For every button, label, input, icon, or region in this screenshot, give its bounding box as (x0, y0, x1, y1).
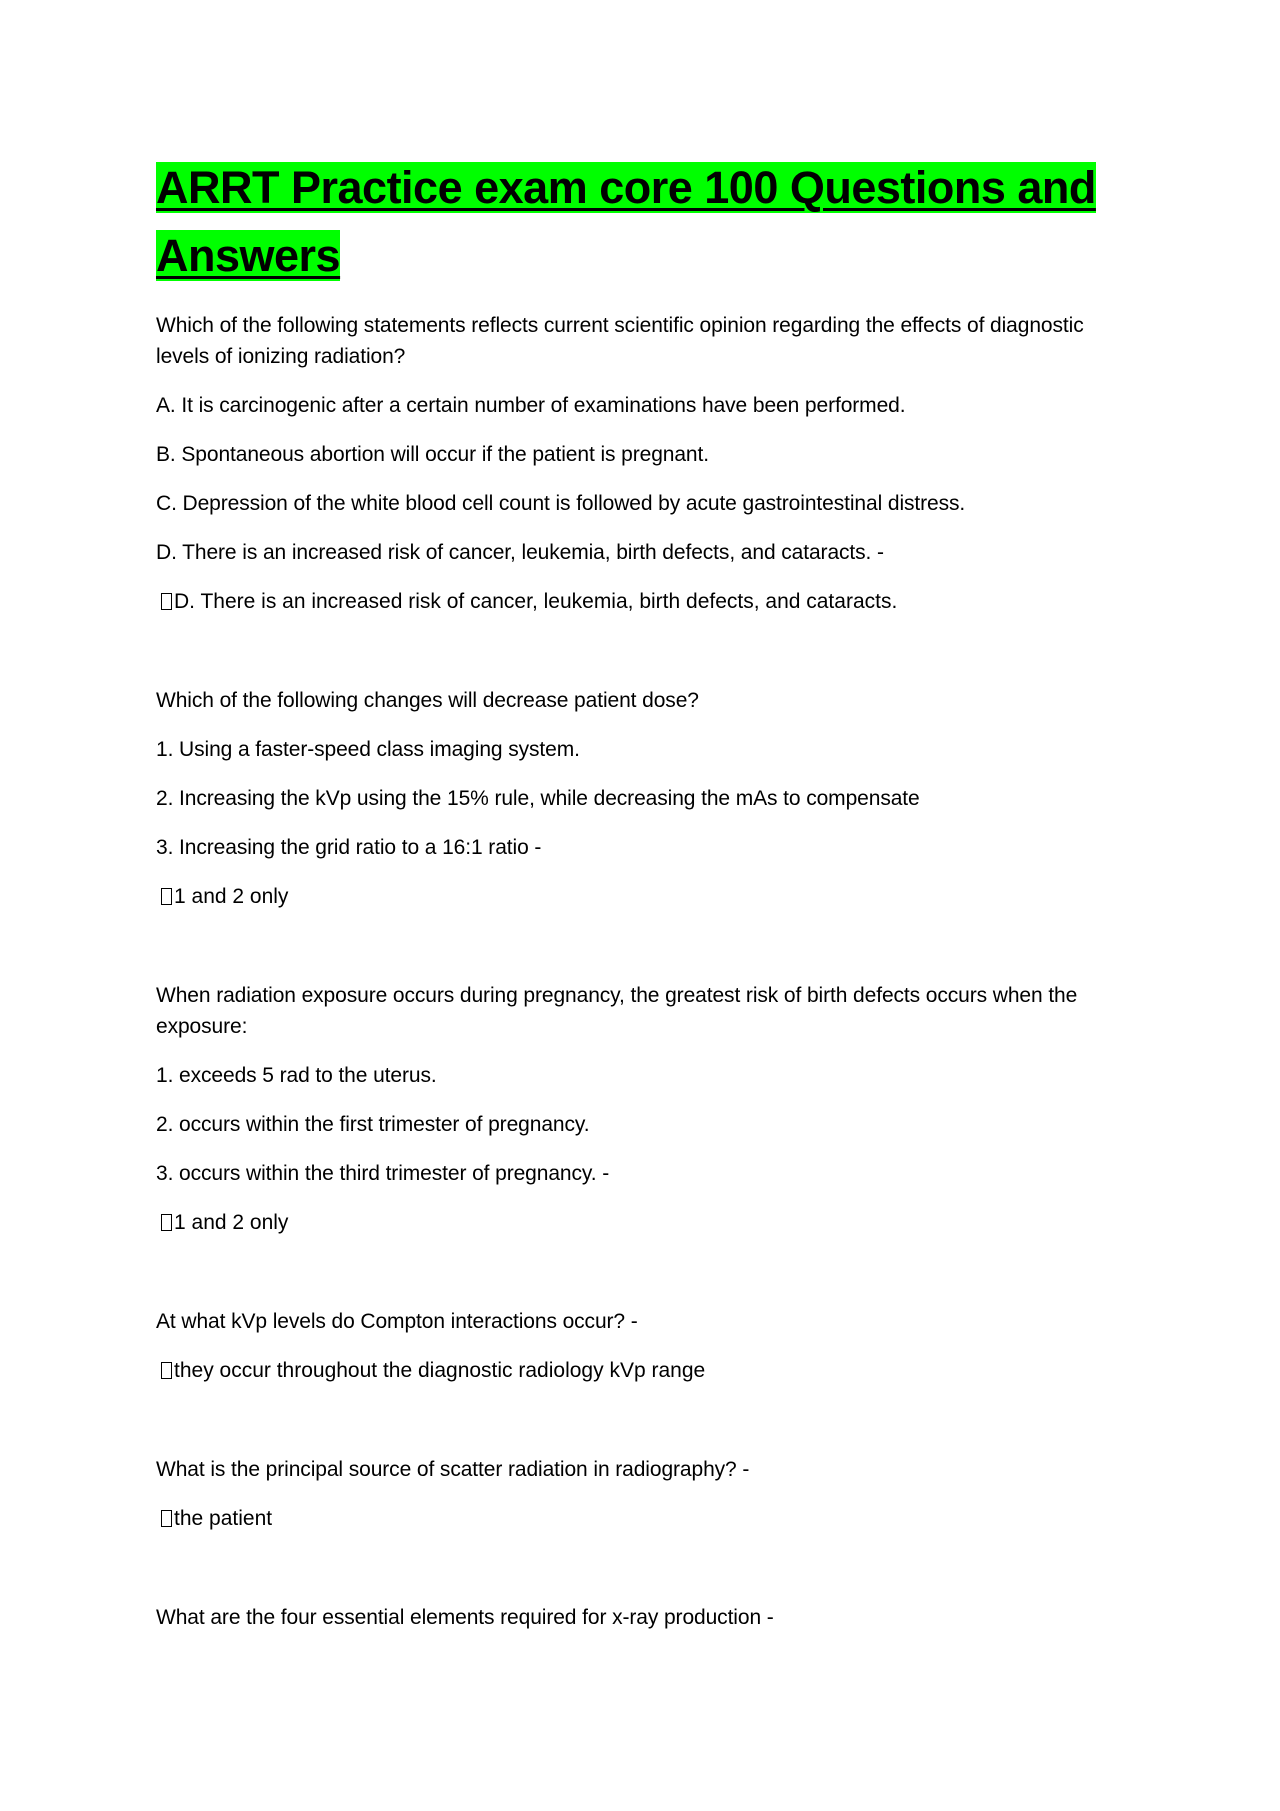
correct-answer (156, 1503, 1136, 1534)
question-text: What is the principal source of scatter radiation in radiography? - (156, 1458, 750, 1481)
question-text: Which of the following statements reflects current scientific opinion regarding the effects of diagnostic levels of ionizing radiation? (156, 314, 1084, 368)
question-text: At what kVp levels do Compton interactions occur? - (156, 1310, 638, 1333)
question-block (156, 1306, 1136, 1386)
document-title (156, 154, 1136, 290)
question-block (156, 685, 1136, 912)
correct-answer (156, 881, 1136, 912)
correct-answer-text: they occur throughout the diagnostic radiology kVp range (174, 1359, 706, 1382)
answer-option: 3. occurs within the third trimester of pregnancy. - (156, 1162, 610, 1185)
correct-answer (156, 586, 1136, 617)
question-text: Which of the following changes will decrease patient dose? (156, 689, 699, 712)
question-text: What are the four essential elements required for x-ray production - (156, 1606, 774, 1629)
document-title-text: ARRT Practice exam core 100 Questions and Answers (156, 162, 1096, 281)
question-block (156, 1602, 1136, 1633)
answer-option: 1. Using a faster-speed class imaging system. (156, 738, 580, 761)
correct-answer-text: D. There is an increased risk of cancer, leukemia, birth defects, and cataracts. (174, 590, 898, 613)
correct-answer-text: 1 and 2 only (174, 1211, 289, 1234)
correct-answer-text: the patient (174, 1507, 273, 1530)
answer-option: C. Depression of the white blood cell count is followed by acute gastrointestinal distress. (156, 492, 966, 515)
question-block (156, 1454, 1136, 1534)
correct-answer-text: 1 and 2 only (174, 885, 289, 908)
missing-glyph-icon (161, 593, 172, 610)
answer-option: 3. Increasing the grid ratio to a 16:1 ratio - (156, 836, 542, 859)
answer-option: 2. occurs within the first trimester of pregnancy. (156, 1113, 590, 1136)
answer-option: A. It is carcinogenic after a certain number of examinations have been performed. (156, 394, 906, 417)
question-text: When radiation exposure occurs during pregnancy, the greatest risk of birth defects occurs when the exposure: (156, 984, 1078, 1038)
answer-option: 2. Increasing the kVp using the 15% rule, while decreasing the mAs to compensate (156, 787, 920, 810)
missing-glyph-icon (161, 1510, 172, 1527)
answer-option: D. There is an increased risk of cancer, leukemia, birth defects, and cataracts. - (156, 541, 884, 564)
correct-answer (156, 1355, 1136, 1386)
document-page (156, 154, 1136, 1651)
missing-glyph-icon (161, 1214, 172, 1231)
missing-glyph-icon (161, 888, 172, 905)
correct-answer (156, 1207, 1136, 1238)
answer-option: B. Spontaneous abortion will occur if the patient is pregnant. (156, 443, 709, 466)
question-block (156, 980, 1136, 1238)
missing-glyph-icon (161, 1362, 172, 1379)
question-block (156, 310, 1136, 617)
answer-option: 1. exceeds 5 rad to the uterus. (156, 1064, 437, 1087)
